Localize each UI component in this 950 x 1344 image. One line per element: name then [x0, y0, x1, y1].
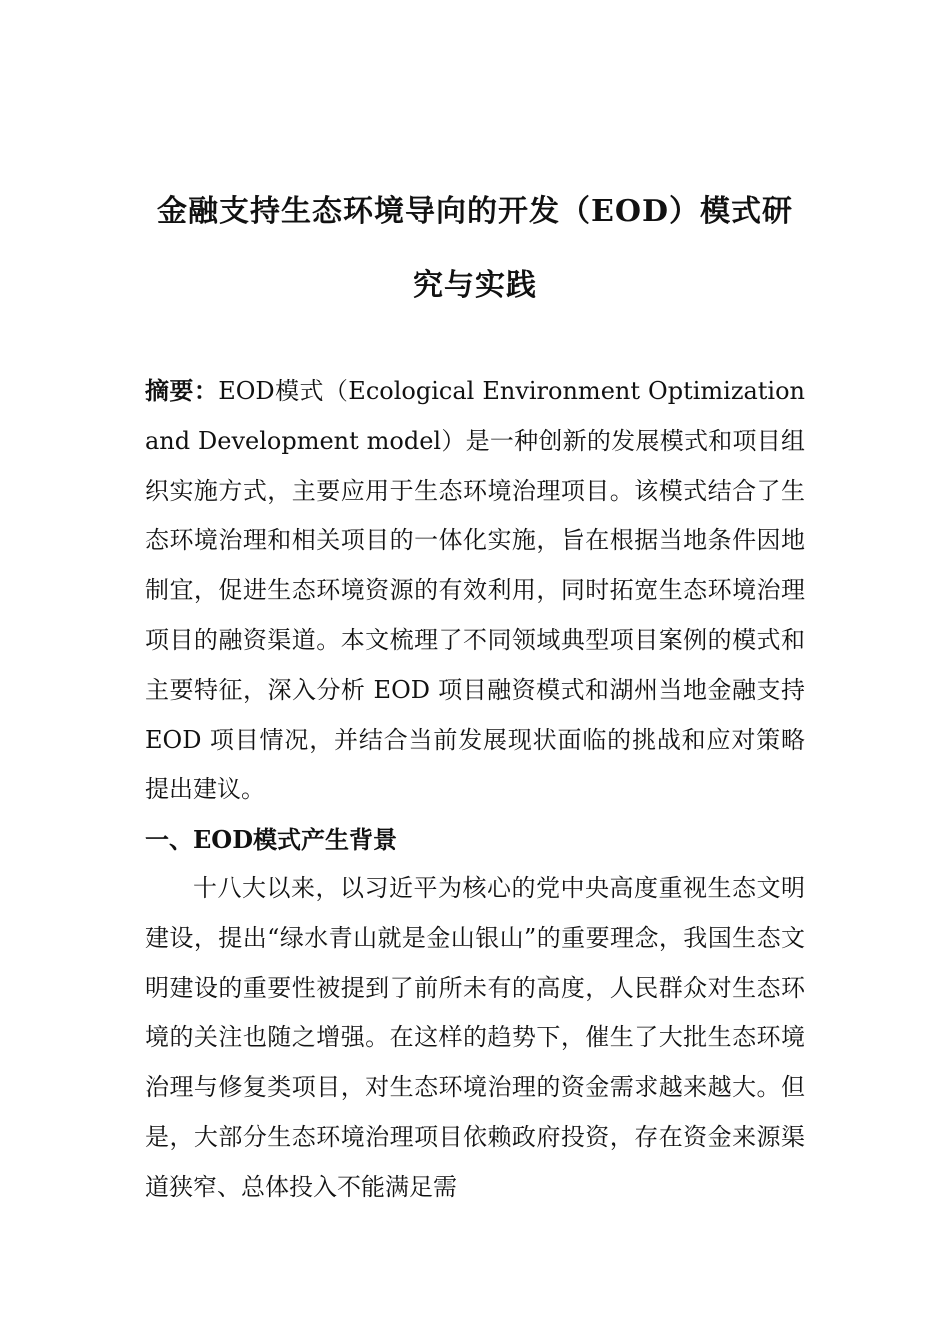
abstract-paragraph [145, 366, 805, 815]
document-title-line-2: 究与实践 [413, 268, 537, 303]
abstract-label: 摘要： [145, 376, 219, 405]
section-heading-1: 一、EOD模式产生背景 [145, 825, 398, 854]
document-title-line-1: 金融支持生态环境导向的开发（EOD）模式研 [156, 194, 793, 229]
abstract-text: EOD模式（Ecological Environment Optimization and Development model）是一种创新的发展模式和项目组织实施方式，主要应用于生态环境治理项目。该模式结合了生态环境治理和相关项目的一体化实施，旨在根据当地条件因地制宜，促进生态环境资源的有效利用，同时拓宽生态环境治理项目的融资渠道。本文梳理了不同领域典型项目案例的模式和主要特征，深入分析 EOD 项目融资模式和湖州当地金融支持 EOD 项目情况，并结合当前发展现状面临的挑战和应对策略提出建议。 [145, 377, 806, 804]
section-1-paragraph: 十八大以来，以习近平为核心的党中央高度重视生态文明建设，提出“绿水青山就是金山银山”的重要理念，我国生态文明建设的重要性被提到了前所未有的高度，人民群众对生态环境的关注也随之增强。在这样的趋势下，催生了大批生态环境治理与修复类项目，对生态环境治理的资金需求越来越大。但是，大部分生态环境治理项目依赖政府投资，存在资金来源渠道狭窄、总体投入不能满足需 [145, 874, 805, 1201]
